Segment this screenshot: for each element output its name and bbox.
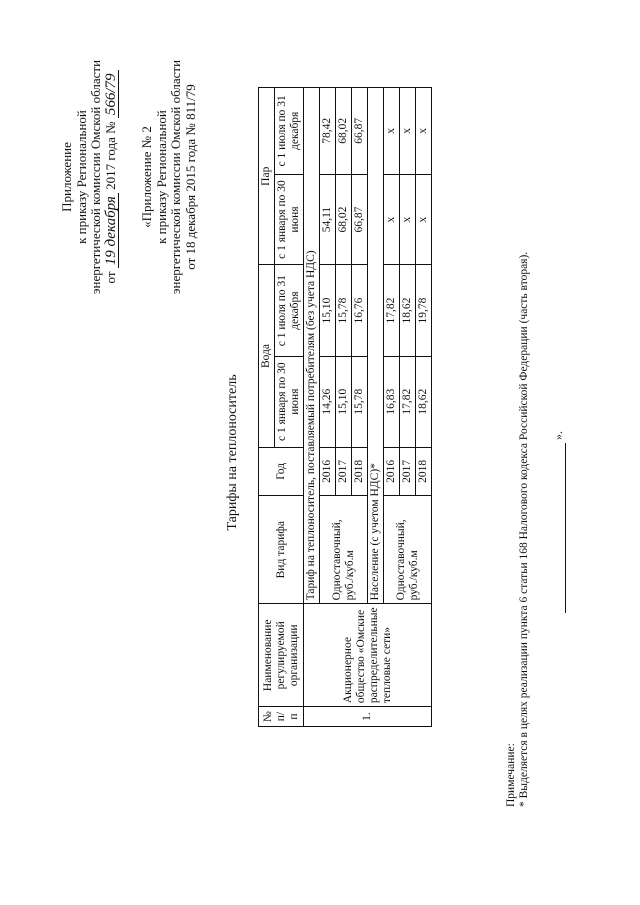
amended-commission: энергетической комиссии Омской области <box>168 59 183 295</box>
date-year-number: 2017 года № <box>102 121 118 190</box>
appendix-label: Приложение <box>59 142 74 212</box>
date-prefix: от <box>102 271 118 284</box>
steam-h1-cell: x <box>384 174 400 265</box>
page-title: Тарифы на теплоноситель <box>225 374 240 531</box>
steam-period1-header: с 1 января по 30 июня <box>275 174 304 265</box>
steam-h2-cell: 66,87 <box>352 88 368 175</box>
steam-h1-cell: x <box>400 174 416 265</box>
col-tariff-type-header: Вид тарифа <box>259 496 304 604</box>
water-h1-cell: 16,83 <box>384 356 400 447</box>
steam-period2-header: с 1 июля по 31 декабря <box>275 88 304 175</box>
steam-h2-cell: x <box>400 88 416 175</box>
tariff-type-cell: Одноставочный, руб./куб.м <box>320 496 368 604</box>
steam-group-header: Пар <box>259 88 275 265</box>
water-h2-cell: 15,78 <box>336 265 352 356</box>
water-period1-header: с 1 января по 30 июня <box>275 356 304 447</box>
water-h1-cell: 18,62 <box>416 356 432 447</box>
year-cell: 2018 <box>416 447 432 495</box>
amended-date-line: от 18 декабря 2015 года № 811/79 <box>182 84 198 270</box>
year-cell: 2016 <box>320 447 336 495</box>
footnote <box>505 252 531 807</box>
water-h1-cell: 14,26 <box>320 356 336 447</box>
water-period2-header: с 1 июля по 31 декабря <box>275 265 304 356</box>
water-group-header: Вода <box>259 265 275 447</box>
closing-rule <box>553 443 566 613</box>
handwritten-date: 19 декабря <box>104 193 120 268</box>
steam-h1-cell: 66,87 <box>352 174 368 265</box>
handwritten-order-number: 566/79 <box>104 71 120 119</box>
closing-mark: ». <box>551 431 565 440</box>
section-row <box>304 88 320 727</box>
footnote-text: * Выделяется в целях реализации пункта 6 статьи 168 Налогового кодекса Российской Федерации (часть вторая). <box>518 251 530 807</box>
organization-name: Акционерное общество «Омские распределительные тепловые сети» <box>304 604 432 707</box>
steam-h1-cell: x <box>416 174 432 265</box>
steam-h2-cell: 68,02 <box>336 88 352 175</box>
footnote-label: Примечание: <box>505 743 517 807</box>
steam-h2-cell: x <box>384 88 400 175</box>
steam-h2-cell: x <box>416 88 432 175</box>
appendix-commission: энергетической комиссии Омской области <box>88 59 103 295</box>
water-h1-cell: 17,82 <box>400 356 416 447</box>
appendix-header <box>60 27 119 327</box>
steam-h2-cell: 78,42 <box>320 88 336 175</box>
year-cell: 2016 <box>384 447 400 495</box>
section2-label: Население (с учетом НДС)* <box>368 88 384 604</box>
amended-appendix-label: «Приложение № 2 <box>139 126 154 228</box>
water-h2-cell: 18,62 <box>400 265 416 356</box>
appendix-date-line <box>104 27 120 327</box>
year-cell: 2017 <box>336 447 352 495</box>
col-organization-header: Наименование регулируемой организации <box>259 604 304 707</box>
appendix-order-ref: к приказу Региональной <box>73 110 89 244</box>
water-h1-cell: 15,10 <box>336 356 352 447</box>
steam-h1-cell: 68,02 <box>336 174 352 265</box>
year-cell: 2018 <box>352 447 368 495</box>
col-year-header: Год <box>259 447 304 495</box>
water-h1-cell: 15,78 <box>352 356 368 447</box>
water-h2-cell: 15,10 <box>320 265 336 356</box>
amended-order-ref: к приказу Региональной <box>153 110 169 244</box>
col-number-header: № п/п <box>259 707 304 727</box>
table-header-row <box>259 88 275 727</box>
row-number: 1. <box>304 707 432 727</box>
water-h2-cell: 17,82 <box>384 265 400 356</box>
water-h2-cell: 16,76 <box>352 265 368 356</box>
water-h2-cell: 19,78 <box>416 265 432 356</box>
tariff-type-cell: Одноставочный, руб./куб.м <box>384 496 432 604</box>
tariff-table <box>258 87 432 727</box>
steam-h1-cell: 54,11 <box>320 174 336 265</box>
year-cell: 2017 <box>400 447 416 495</box>
amended-appendix-header <box>140 27 198 327</box>
section1-label: Тариф на теплоноситель, поставляемый потребителям (без учета НДС) <box>304 88 320 604</box>
